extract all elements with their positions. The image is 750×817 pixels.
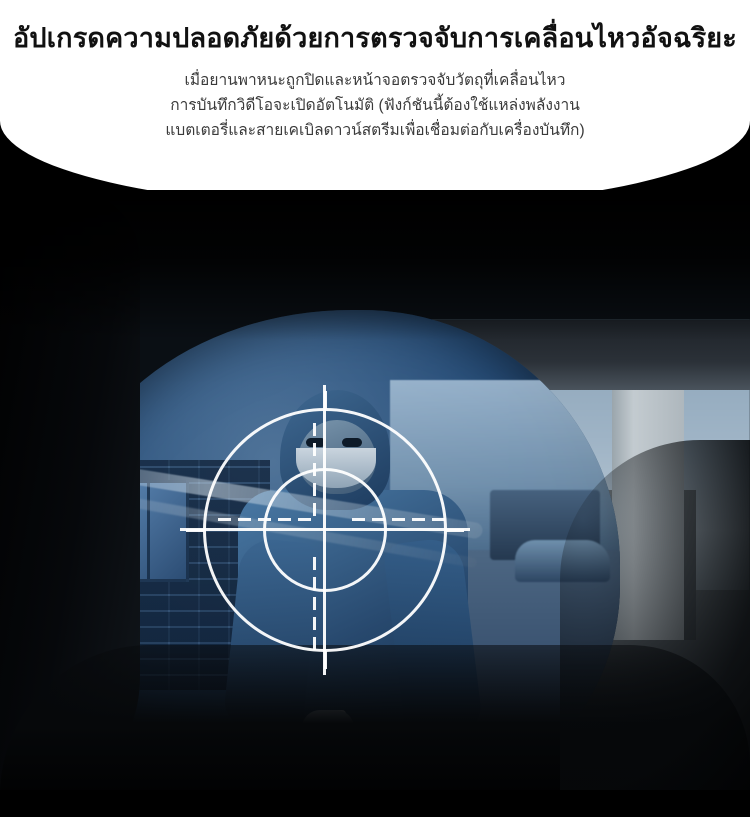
product-scene-photo [0, 190, 750, 817]
crosshair-tick [313, 637, 316, 650]
crosshair-tick [324, 651, 327, 669]
crosshair-tick [218, 518, 231, 521]
bottom-black-band [0, 790, 750, 817]
crosshair-tick [313, 463, 316, 476]
crosshair-tick [313, 557, 316, 570]
crosshair-tick [432, 518, 445, 521]
crosshair-target-icon [180, 385, 470, 675]
description-line-1: เมื่อยานพาหนะถูกปิดและหน้าจอตรวจจับวัตถุที่เคลื่อนไหว [184, 72, 566, 89]
crosshair-tick [298, 518, 311, 521]
crosshair-tick [313, 443, 316, 456]
crosshair-tick [313, 597, 316, 610]
crosshair-tick [446, 529, 464, 532]
headline-panel [0, 0, 750, 208]
crosshair-tick [313, 503, 316, 516]
car-roof-shadow [0, 190, 750, 340]
crosshair-tick [313, 577, 316, 590]
crosshair-tick [238, 518, 251, 521]
description-line-3: แบตเตอรี่และสายเคเบิลดาวน์สตรีมเพื่อเชื่อมต่อกับเครื่องบันทึก) [165, 122, 585, 139]
crosshair-tick [258, 518, 271, 521]
crosshair-tick [392, 518, 405, 521]
description-line-2: การบันทึกวิดีโอจะเปิดอัตโนมัติ (ฟังก์ชันนี้ต้องใช้แหล่งพลังงาน [170, 97, 580, 114]
crosshair-tick [313, 423, 316, 436]
crosshair-tick [278, 518, 291, 521]
car-interior-shadow-right [560, 440, 750, 817]
page-title: อัปเกรดความปลอดภัยด้วยการตรวจจับการเคลื่อนไหวอัจฉริยะ [12, 23, 737, 53]
crosshair-tick [372, 518, 385, 521]
crosshair-horizontal-line [180, 528, 470, 531]
crosshair-tick [313, 617, 316, 630]
description-block [0, 68, 750, 143]
crosshair-tick [186, 529, 204, 532]
crosshair-tick [324, 391, 327, 409]
crosshair-tick [313, 483, 316, 496]
crosshair-tick [412, 518, 425, 521]
crosshair-tick [352, 518, 365, 521]
